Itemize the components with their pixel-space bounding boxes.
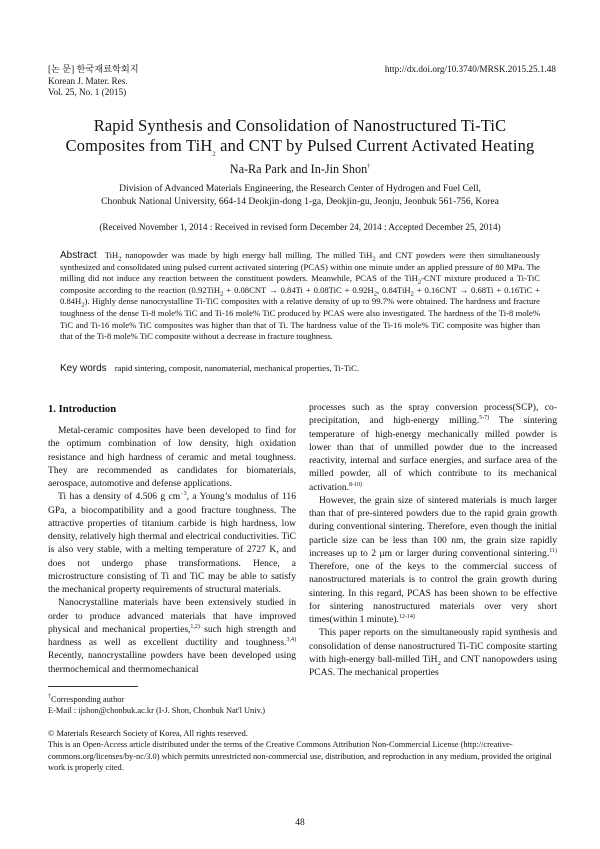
page-number: 48 — [295, 818, 305, 828]
section-heading-introduction: 1. Introduction — [48, 404, 117, 415]
journal-name-english: Korean J. Mater. Res. — [48, 75, 128, 86]
footnote-author: †Corresponding author E-Mail : ijshon@chonbuk.ac.kr (I-J. Shon, Chonbuk Nat'l Univ.) — [48, 694, 556, 717]
abstract: Abstract TiH$_2$ nanopowder was made by high energy ball milling. The milled TiH$_2$ and CNT powders were then simultaneously synthesized and consolidated using pulsed current activated sintering (PCAS) within one minute under an applied pressure of 80 MPa. The milling did not induce any reaction between the constituent powders. Meanwhile, PCAS of the TiH$_2$-CNT mixture produced a Ti-TiC composite according to the reaction ($0.92TiH_2 + 0.08CNT \to 0.84Ti + 0.08TiC + 0.92H_2$, $0.84TiH_2 + 0.16CNT \to 0.68Ti + 0.16TiC + 0.84H_2$). Highly dense nanocrystalline Ti-TiC composites with a relative density of up to 99.7% were obtained. The hardness and fracture toughness of the dense Ti-8 mole% TiC and Ti-16 mole% TiC produced by PCAS were also investigated. The hardness of the Ti-8 mole% TiC and Ti-16 mole% TiC composites was higher than that of Ti. The hardness value of the Ti-16 mole% TiC composite was higher than that of the Ti-8 mole% TiC composite without a decrease in fracture toughness. — [60, 250, 540, 342]
left-column — [48, 424, 296, 676]
footnote-license: © Materials Research Society of Korea, All rights reserved. This is an Open-Access article distributed under the terms of the Creative Commons Attribution Non-Commercial License (http://creative-commons.org/licenses/by-nc/3.0) which permits unrestricted non-commercial use, distribution, and reproduction in any medium, provided the original work is properly cited. — [48, 729, 552, 772]
journal-volume: Vol. 25, No. 1 (2015) — [48, 87, 127, 97]
right-column — [309, 401, 557, 679]
keywords: Key words rapid sintering, composit, nanomaterial, mechanical properties, Ti-TiC. — [60, 363, 360, 374]
footnote-divider — [48, 686, 138, 687]
paragraph: Ti has a density of 4.506 g $cm^{-3}$, a Young’s modulus of 116 GPa, a biocompatibility and a good fracture toughness. The attractive properties of titanium carbide is high hardness, low density, relatively high thermal and electrical conductivities. TiC is also very stable, with a melting temperature of 2727 K, and does not undergo phase transformations. Hence, a microstructure consisting of Ti and TiC may be able to satisfy the mechanical property requirements of structural materials. — [48, 491, 296, 595]
keywords-label: Key words — [60, 363, 107, 374]
paragraph: processes such as the spray conversion process(SCP), co-precipitation, and high-energy milling.$^{5-7)}$ The sintering temperature of high-energy mechanically milled powder is lower than that of unmilled powder due to the increased reactivity, internal and surface energies, and surface area of the milled powder, all of which contribute to its mechanical activation.$^{8-10)}$ — [309, 402, 557, 493]
paragraph: This paper reports on the simultaneously rapid synthesis and consolidation of dense nanostructured Ti-TiC composite starting with high-energy ball-milled TiH$_2$ and CNT nanopowders using PCAS. The mechanical properties — [309, 627, 557, 678]
abstract-label: Abstract — [60, 250, 97, 261]
paper-title — [20, 116, 580, 156]
paragraph: Metal-ceramic composites have been developed to find for the optimum combination of low density, high oxidation resistance and high hardness of ceramic and metal toughness. They are recommended as candidates for biomaterials, aerospace, automotive and defense applications. — [48, 425, 296, 489]
journal-name-korean: [논 문] 한국재료학회지 — [48, 64, 139, 74]
affiliation: Division of Advanced Materials Engineering, the Research Center of Hydrogen and Fuel Cell, Chonbuk National University, 664-14 Deokjin-dong 1-ga, Deokjin-gu, Jeonju, Jeonbuk 561-756, Korea — [101, 183, 499, 207]
title-line-1: Rapid Synthesis and Consolidation of Nanostructured Ti-TiC — [93, 116, 507, 135]
journal-header — [48, 64, 139, 99]
title-line-2: Composites from TiH$_2$ and CNT by Pulsed Current Activated Heating — [65, 136, 535, 158]
author-dagger: † — [367, 163, 371, 170]
doi-link[interactable]: http://dx.doi.org/10.3740/MRSK.2015.25.1.48 — [384, 64, 556, 74]
corresponding-email: E-Mail : ijshon@chonbuk.ac.kr (I-J. Shon, Chonbuk Nat'l Univ.) — [48, 706, 266, 716]
paper-authors: Na-Ra Park and In-Jin Shon† — [229, 162, 371, 176]
paragraph: Nanocrystalline materials have been extensively studied in order to produce advanced materials that have improved physical and mechanical properties,$^{1,2)}$ such high strength and hardness as well as excellent ductility and toughness.$^{3,4)}$ Recently, nanocrystalline powders have been developed using thermochemical and thermomechanical — [48, 597, 296, 675]
paragraph: However, the grain size of sintered materials is much larger than that of pre-sintered powders due to the rapid grain growth during conventional sintering. Therefore, even though the initial particle size can be less than 100 nm, the grain size rapidly increases up to 2 μm or larger during conventional sintering.$^{11)}$ Therefore, one of the keys to the commercial success of nanostructured materials is to control the grain growth during sintering. In this regard, PCAS has been shown to be effective for sintering nanostructured materials over very short times(within 1 minute).$^{12-14)}$ — [309, 494, 557, 625]
received-dates: (Received November 1, 2014 : Received in revised form December 24, 2014 : Accepted December 25, 2014) — [99, 222, 501, 232]
